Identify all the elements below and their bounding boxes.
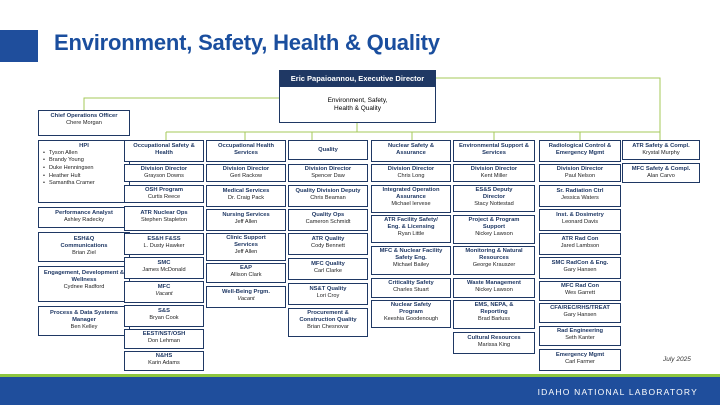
org-box: Rad Engineering Seth Kanter — [539, 326, 621, 346]
column-header-atr-safety-compliance: ATR Safety & Compl. Krystal Murphy — [622, 140, 700, 160]
org-box: EEST/NST/OSH Don Lehman — [124, 329, 204, 349]
staff-box-chief-operations-officer: Chief Operations Officer Chere Morgan — [38, 110, 130, 136]
column-header-radiological-control-emergency-mgmt: Radiological Control & Emergency Mgmt — [539, 140, 621, 162]
org-box: Quality Division Deputy Chris Beaman — [288, 185, 368, 207]
org-box: Cultural Resources Marissa King — [453, 332, 535, 354]
org-box: Project & Program Support Nickey Lawson — [453, 215, 535, 244]
org-box: ATR Facility Safety/ Eng. & Licensing Ryan Little — [371, 215, 451, 243]
org-box: EMS, NEPA, & Reporting Brad Barluss — [453, 300, 535, 329]
staff-box-communications: ESH&Q Communications Brian Ziel — [38, 232, 130, 262]
org-box: CFA/REC/RHS/TREAT Gary Hansen — [539, 303, 621, 323]
org-box: Division Director Chris Long — [371, 164, 451, 182]
hpi-member: • Tyson Allen — [49, 150, 129, 158]
org-box: Monitoring & Natural Resources George Krauszer — [453, 246, 535, 275]
org-box: Waste Management Nickey Lawson — [453, 278, 535, 298]
org-box: SMC James McDonald — [124, 257, 204, 279]
staff-box-hpi: HPI • Tyson Allen • Brandy Young • Duke Henningsen • Heather Hult • Samantha Cramer — [38, 140, 130, 203]
footer-bar — [0, 374, 720, 405]
column-header-nuclear-safety-assurance: Nuclear Safety & Assurance — [371, 140, 451, 162]
executive-director-box — [279, 70, 436, 123]
executive-director-title: Eric Papaioannou, Executive Director — [280, 71, 435, 87]
hpi-member: • Duke Henningsen — [49, 165, 129, 173]
hpi-member: • Heather Hult — [49, 173, 129, 181]
org-box: Inst. & Dosimetry Leonard Davis — [539, 209, 621, 231]
staff-box-engagement: Engagement, Development & Wellness Cydnee Radford — [38, 266, 130, 302]
footer-organization-name: IDAHO NATIONAL LABORATORY — [537, 387, 698, 397]
org-box: Division Director Grayson Downs — [124, 164, 204, 182]
org-box: Procurement & Construction Quality Brian Chesnovar — [288, 308, 368, 337]
title-accent-bar — [0, 30, 38, 62]
column-header-quality: Quality — [288, 140, 368, 160]
org-box: Division Director Spencer Daw — [288, 164, 368, 182]
hpi-member-list — [39, 150, 129, 188]
column-header-occupational-health-services: Occupational Health Services — [206, 140, 286, 162]
org-box: N&HS Karin Adams — [124, 351, 204, 371]
staff-box-process-data-systems: Process & Data Systems Manager Ben Kelley — [38, 306, 130, 336]
org-box: ATR Rad Con Jared Lambson — [539, 233, 621, 255]
org-box: Sr. Radiation Ctrl Jessica Waters — [539, 185, 621, 207]
org-box: MFC Safety & Compl. Alan Carvo — [622, 163, 700, 183]
org-box: ES&H F&SS L. Dusty Hawker — [124, 233, 204, 255]
org-box: Criticality Safety Charles Stuart — [371, 278, 451, 298]
date-stamp: July 2025 — [663, 356, 691, 363]
org-box: MFC Rad Con Wes Garrett — [539, 281, 621, 301]
org-box: Clinic Support Services Jeff Allen — [206, 233, 286, 261]
hpi-member: • Samantha Cramer — [49, 180, 129, 188]
column-header-occupational-safety-health: Occupational Safety & Health — [124, 140, 204, 162]
org-box: Integrated Operation Assurance Michael Iervese — [371, 185, 451, 213]
staff-box-performance-analyst: Performance Analyst Ashley Radecky — [38, 207, 130, 228]
org-box: ES&S Deputy Director Stacy Nottestad — [453, 185, 535, 212]
org-box: Division Director Kent Miller — [453, 164, 535, 182]
org-box: Emergency Mgmt Carl Farmer — [539, 349, 621, 371]
footer-accent-stripe — [0, 374, 720, 377]
org-box: NS&T Quality Lori Croy — [288, 283, 368, 305]
executive-org-name: Environment, Safety, Health & Quality — [327, 97, 388, 112]
page-title: Environment, Safety, Health & Quality — [54, 30, 440, 55]
org-box: MFC Quality Carl Clarke — [288, 258, 368, 280]
org-box: Nursing Services Jeff Allen — [206, 209, 286, 231]
org-box: Quality Ops Cameron Schmidt — [288, 209, 368, 231]
org-box: Nuclear Safety Program Keeshia Goodenough — [371, 300, 451, 328]
org-box: ATR Nuclear Ops Stephen Stapleton — [124, 206, 204, 231]
org-box: S&S Bryan Cook — [124, 305, 204, 327]
org-box: OSH Program Curtis Reece — [124, 185, 204, 203]
org-box: MFC Vacant — [124, 281, 204, 303]
org-box: ATR Quality Cody Bennett — [288, 233, 368, 255]
org-box: MFC & Nuclear Facility Safety Eng. Michael Bailey — [371, 246, 451, 275]
org-box: Medical Services Dr. Craig Pack — [206, 185, 286, 207]
column-header-environmental-support-services: Environmental Support & Services — [453, 140, 535, 162]
org-box: SMC RadCon & Eng. Gary Hansen — [539, 257, 621, 279]
org-box: Well-Being Prgm. Vacant — [206, 286, 286, 308]
org-box: EAP Allison Clark — [206, 263, 286, 283]
hpi-member: • Brandy Young — [49, 157, 129, 165]
org-box: Division Director Paul Nelson — [539, 164, 621, 182]
org-box: Division Director Geri Rackow — [206, 164, 286, 182]
